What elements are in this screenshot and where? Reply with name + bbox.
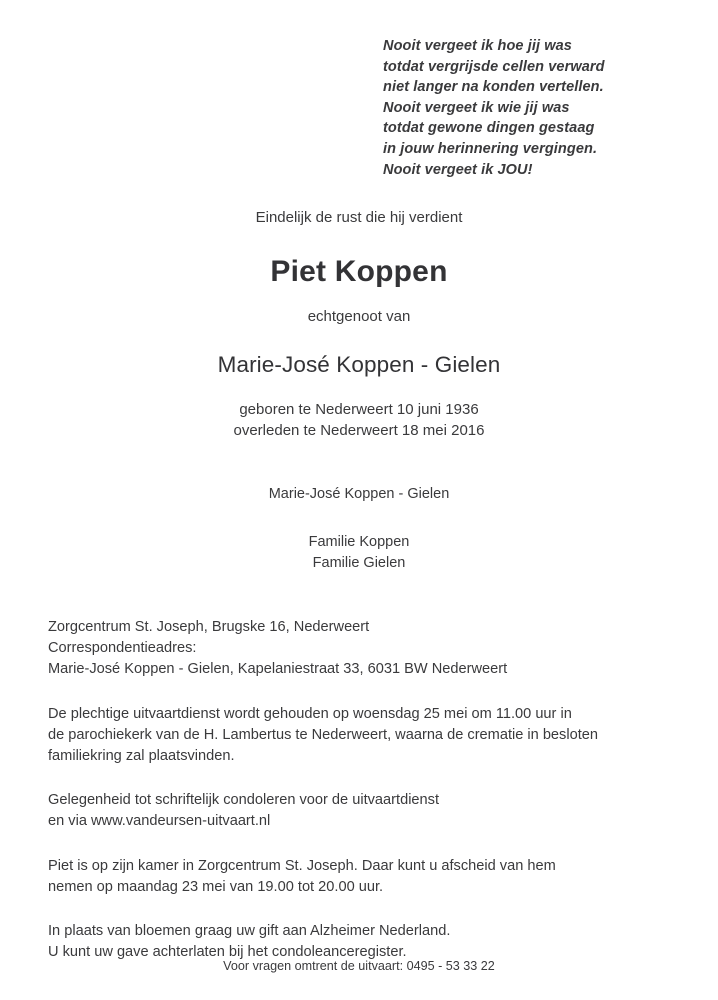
birth-line: geboren te Nederweert 10 juni 1936 [239, 401, 479, 418]
service-paragraph [48, 704, 648, 768]
lead-line: Eindelijk de rust die hij verdient [255, 209, 463, 226]
visitation-paragraph [48, 856, 648, 898]
poem-line-2: totdat vergrijsde cellen verward [383, 58, 605, 75]
relation-label: echtgenoot van [307, 308, 411, 325]
life-dates [0, 400, 718, 441]
address-line-2: Correspondentieadres: [48, 640, 197, 657]
poem-line-7: Nooit vergeet ik JOU! [383, 161, 533, 178]
condolence-line-1: Gelegenheid tot schriftelijk condoleren voor de uitvaartdienst [48, 792, 440, 809]
poem-line-3: niet langer na konden vertellen. [383, 79, 604, 96]
address-line-3: Marie-José Koppen - Gielen, Kapelaniestraat 33, 6031 BW Nederweert [48, 661, 508, 678]
address-line-1: Zorgcentrum St. Joseph, Brugske 16, Nederweert [48, 619, 370, 635]
service-line-1: De plechtige uitvaartdienst wordt gehouden op woensdag 25 mei om 11.00 uur in [48, 705, 572, 722]
visitation-line-2: nemen op maandag 23 mei van 19.00 tot 20.00 uur. [48, 878, 384, 895]
memorial-poem [383, 36, 683, 180]
poem-line-5: totdat gewone dingen gestaag [383, 120, 595, 137]
condolence-website-line: en via www.vandeursen-uitvaart.nl [48, 813, 271, 830]
poem-line-1: Nooit vergeet ik hoe jij was [383, 38, 572, 54]
donation-line-2: U kunt uw gave achterlaten bij het condoleanceregister. [48, 944, 407, 961]
spouse-name: Marie-José Koppen - Gielen [217, 352, 501, 377]
donation-line-1: In plaats van bloemen graag uw gift aan Alzheimer Nederland. [48, 923, 451, 940]
mourner-primary: Marie-José Koppen - Gielen [268, 486, 450, 502]
service-line-2: de parochiekerk van de H. Lambertus te Nederweert, waarna de crematie in besloten [48, 726, 598, 743]
mourner-family-gielen: Familie Gielen [312, 554, 406, 571]
details-block [48, 617, 648, 963]
deceased-name: Piet Koppen [270, 255, 448, 288]
service-line-3: familiekring zal plaatsvinden. [48, 748, 235, 765]
poem-line-6: in jouw herinnering vergingen. [383, 140, 598, 157]
death-line: overleden te Nederweert 18 mei 2016 [233, 421, 485, 439]
poem-line-4: Nooit vergeet ik wie jij was [383, 99, 570, 116]
condolence-paragraph [48, 790, 648, 832]
visitation-line-1: Piet is op zijn kamer in Zorgcentrum St. Joseph. Daar kunt u afscheid van hem [48, 857, 556, 874]
mourner-families [0, 532, 718, 573]
footer-contact: Voor vragen omtrent de uitvaart: 0495 - 53 33 22 [223, 959, 495, 973]
address-paragraph [48, 617, 648, 681]
mourner-family-koppen: Familie Koppen [308, 534, 410, 550]
announcement-block [0, 208, 718, 573]
